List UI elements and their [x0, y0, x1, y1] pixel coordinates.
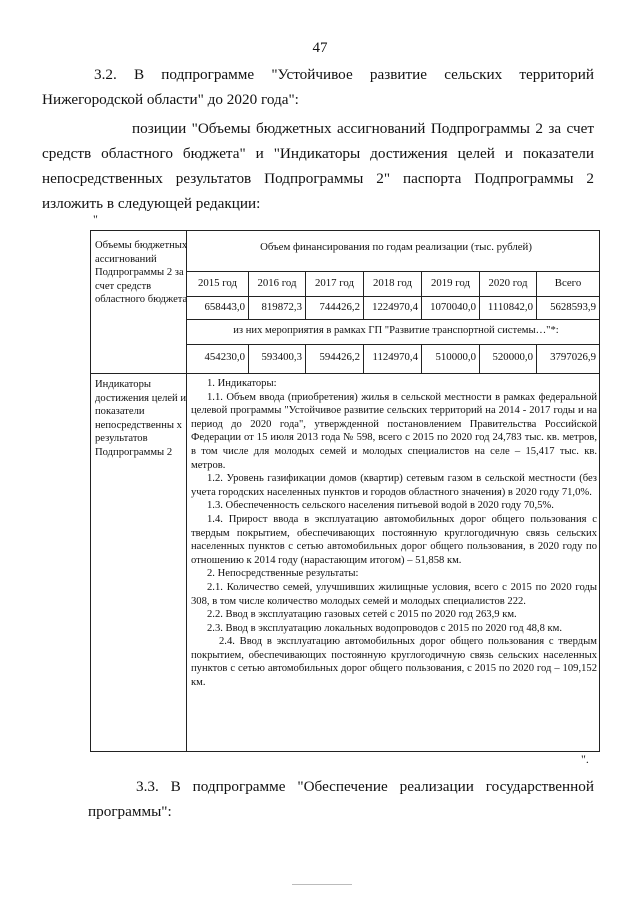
gp-value: 520000,0	[492, 351, 533, 363]
section-3-3-line-2: программы":	[88, 803, 172, 820]
total-value: 819872,3	[261, 301, 302, 313]
gp-value: 1124970,4	[372, 351, 418, 363]
gp-subtitle: из них мероприятия в рамках ГП "Развитие транспортной системы…"*:	[233, 325, 559, 336]
financing-title: Объем финансирования по годам реализации (тыс. рублей)	[260, 241, 532, 253]
gp-value: 593400,3	[261, 351, 302, 363]
table-divider	[91, 373, 599, 374]
total-header: Всего	[554, 277, 582, 289]
gp-value: 454230,0	[204, 351, 245, 363]
indicators-content	[191, 377, 597, 690]
year-header: 2018 год	[372, 277, 413, 289]
section-3-2-line-2: Нижегородской области" до 2020 года":	[42, 91, 299, 108]
budget-label: Объемы бюджетных ассигнований Подпрограммы 2 за счет средств областного бюджета	[95, 240, 188, 305]
passport-table	[90, 230, 600, 752]
section-3-3-line-1: 3.3. В подпрограмме "Обеспечение реализации государственной	[136, 778, 594, 795]
indicator-item: 1. Индикаторы:	[207, 378, 277, 389]
total-value: 1224970,4	[372, 301, 418, 313]
table-divider	[186, 319, 599, 320]
indicator-item: 2. Непосредственные результаты:	[207, 568, 359, 580]
section-3-3-heading-cont	[88, 799, 588, 824]
year-header: 2019 год	[430, 277, 471, 289]
indicator-item: 2.1. Количество семей, улучшивших жилищные условия, всего с 2015 по 2020 годы 308, в том числе количество молодых семей и молодых специалистов 222.	[191, 581, 597, 607]
indicator-item: 2.4. Ввод в эксплуатацию автомобильных дорог общего пользования с твердым покрытием, обеспечивающих постоянную круглогодичную связь сельских населенных пунктов с сетью автомобильных дорог общего пользования, с 2015 по 2020 год – 109,152 км.	[191, 636, 597, 689]
positions-line-3: непосредственных результатов Подпрограммы 2" паспорта Подпрограммы 2	[42, 170, 594, 187]
opening-quote: "	[93, 212, 98, 226]
gp-value: 3797026,9	[550, 351, 596, 363]
indicator-item: 1.1. Объем ввода (приобретения) жилья в сельской местности в рамках федеральной целевой программы "Устойчивое развитие сельских территорий на 2014 - 2017 годы и на период до 2020 года", утвержденной постановлением Правительства Российской Федерации от 15 июля 2013 года № 598, всего с 2015 по 2020 год 24,783 тыс. кв. метров, в том числе для молодых семей и молодых специалистов на селе – 15,417 тыс. кв. метров.	[191, 391, 597, 471]
indicator-item: 1.3. Обеспеченность сельского населения питьевой водой в 2020 году 70,5%.	[207, 500, 554, 512]
positions-line-1: позиции "Объемы бюджетных ассигнований Подпрограммы 2 за счет	[132, 120, 594, 137]
closing-quote: ".	[581, 752, 589, 766]
indicator-item: 2.2. Ввод в эксплуатацию газовых сетей с 2015 по 2020 год 263,9 км.	[207, 609, 517, 621]
total-value: 1110842,0	[487, 301, 533, 313]
positions-paragraph-cont	[42, 141, 594, 216]
year-header: 2017 год	[314, 277, 355, 289]
footer-rule	[292, 884, 352, 885]
indicator-item: 2.3. Ввод в эксплуатацию локальных водопроводов с 2015 по 2020 год 48,8 км.	[207, 622, 563, 634]
page-number: 47	[312, 40, 328, 56]
positions-paragraph	[94, 116, 594, 141]
section-3-3-heading	[136, 774, 594, 799]
positions-line-2: средств областного бюджета" и "Индикаторы достижения целей и показатели	[42, 145, 594, 162]
indicator-item: 1.2. Уровень газификации домов (квартир) сетевым газом в сельской местности (без учета городских населенных пунктов и городов областного значения) в 2020 году 71,0%.	[191, 473, 597, 498]
indicators-label: Индикаторы достижения целей и показатели непосредственны х результатов Подпрограммы 2	[95, 379, 187, 458]
section-3-2-heading-cont	[42, 87, 594, 112]
year-header: 2020 год	[488, 277, 528, 289]
total-value: 1070040,0	[430, 301, 476, 313]
total-value: 5628593,9	[550, 301, 596, 313]
total-value: 744426,2	[319, 301, 360, 313]
indicator-item: 1.4. Прирост ввода в эксплуатацию автомобильных дорог общего пользования с твердым покрытием, обеспечивающих постоянную круглогодичную связь сельских населенных пунктов с сетью автомобильных дорог общего пользования, в 2020 году по отношению к 2014 году (нарастающим итогом) – 51,858 км.	[191, 513, 597, 566]
section-3-2-heading	[94, 62, 594, 87]
gp-value: 594426,2	[319, 351, 360, 363]
positions-line-4: изложить в следующей редакции:	[42, 195, 261, 212]
year-header: 2016 год	[257, 277, 297, 289]
year-header: 2015 год	[197, 277, 238, 289]
section-3-2-line-1: 3.2. В подпрограмме "Устойчивое развитие сельских территорий	[94, 66, 594, 83]
total-value: 658443,0	[204, 301, 245, 313]
gp-value: 510000,0	[435, 351, 476, 363]
